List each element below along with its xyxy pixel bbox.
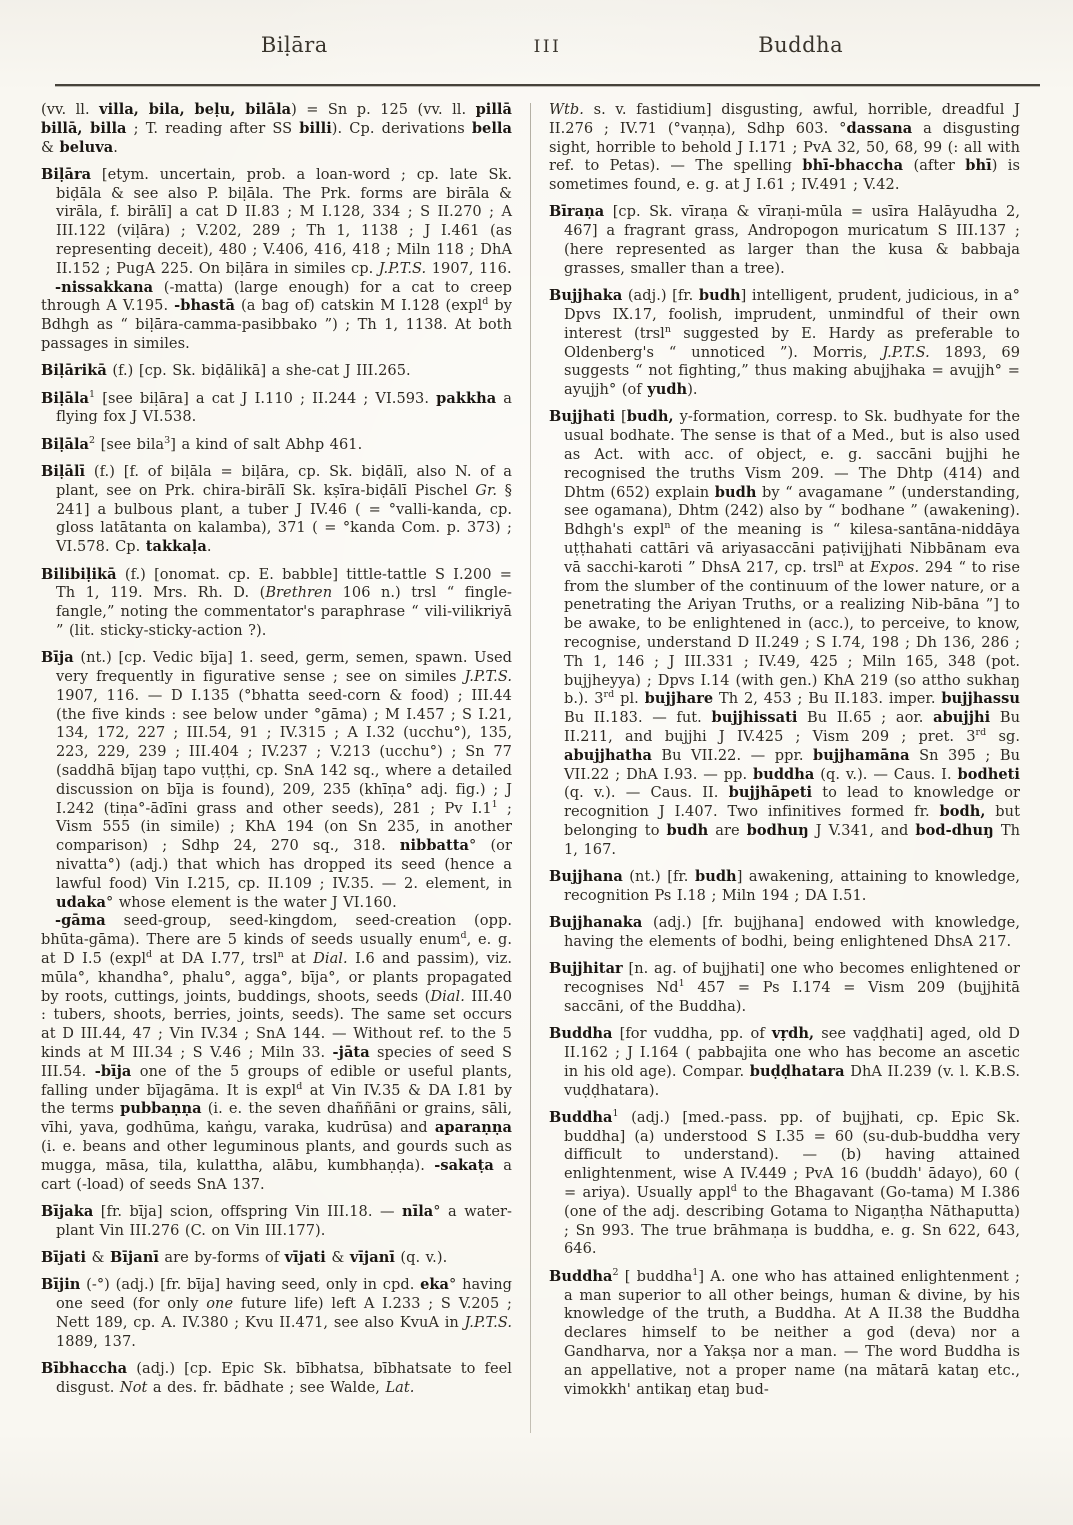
entry-bujjhati xyxy=(549,408,1020,859)
entry-paragraph: Biḷāla$^2$ [see bila$^3$] a kind of salt Abhp 461. xyxy=(41,434,363,453)
entry-birana xyxy=(549,203,1020,278)
entry-bujjhitar xyxy=(549,960,1020,1016)
entry-paragraph: Biḷārikā (f.) [cp. Sk. biḍālikā] a she-cat J III.265. xyxy=(41,362,411,380)
entry-paragraph: Bujjhati [budh, y-formation, corresp. to Sk. budhyate for the usual bodhate. The sense is that of a Med., but is also used as Act. with acc. of object, e. g. saccāni bujjhi he recognised the truths Vism 209. — The Dhtp (414) and Dhtm (652) explain budh by “ avagamane ” (understanding, see ogamana), Dhtm (242) also by “ bodhane ” (awakening). Bdhgh's expl$^n$ of the meaning is “ kilesa-santāna-niddāya uṭṭhahati cattāri vā ariyasaccāni paṭivijjhati Nibbānam eva vā sacchi-karoti ” DhsA 217, cp. trsl$^n$ at Expos. 294 “ to rise from the slumber of the continuum of the lower nature, or a penetrating the Ariyan Truths, or a realizing Nib-bāna ”] to be awake, to be enlightened in (acc.), to perceive, to know, recognise, understand D II.249 ; S I.74, 198 ; Dh 136, 286 ; Th 1, 146 ; J III.331 ; IV.49, 425 ; Miln 165, 348 (pot. bujjheyya) ; Dpvs I.14 (with gen.) KhA 219 (so attho sukhaŋ b.). 3rd pl. bujjhare Th 2, 453 ; Bu II.183. imper. bujjhassu Bu II.183. — fut. bujjhissati Bu II.65 ; aor. abujjhi Bu II.211, and bujjhi J IV.425 ; Vism 209 ; pret. 3rd sg. abujjhatha Bu VII.22. — ppr. bujjhamāna Sn 395 ; Bu VII.22 ; DhA I.93. — pp. buddha (q. v.). — Caus. I. bodheti (q. v.). — Caus. II. bujjhāpeti to lead to knowledge or recognition J I.407. Two infinitives formed fr. bodh, but belonging to budh are bodhuŋ J V.341, and bod-dhuŋ Th 1, 167. xyxy=(549,408,1021,858)
entry-bujjhana xyxy=(549,868,1020,906)
entry-paragraph: Bījin (-°) (adj.) [fr. bīja] having seed, only in cpd. eka° having one seed (for only one future life) left A I.233 ; S V.205 ; Nett 189, cp. A. IV.380 ; Kvu II.471, see also KvuA in J.P.T.S. 1889, 137. xyxy=(41,1276,512,1350)
entry-buddha-old xyxy=(549,1025,1020,1100)
entry-paragraph: -gāma seed-group, seed-kingdom, seed-creation (opp. bhūta-gāma). There are 5 kinds of seeds usually enum$^d$, e. g. at D I.5 (expl$^d$ at DA I.77, trsl$^n$ at Dial. I.6 and passim), viz. mūla°, khandha°, phalu°, agga°, bīja°, or plants propagated by roots, cuttings, joints, buddings, shoots, seeds (Dial. III.40 : tubers, shoots, berries, joints, seeds). The same set occurs at D III.44, 47 ; Vin IV.34 ; SnA 144. — Without ref. to the 5 kinds at M III.34 ; S V.46 ; Miln 33. -jāta species of seed S III.54. -bīja one of the 5 groups of edible or useful plants, falling under bījagāma. It is expl$^d$ at Vin IV.35 & DA I.81 by the terms pubbaṇṇa (i. e. the seven dhaññāni or grains, sāli, vīhi, yava, godhūma, kaṅgu, varaka, kudrūsa) and aparaṇṇa (i. e. beans and other leguminous plants, and gourds such as mugga, māsa, tila, kulattha, alābu, kumbhaṇḍa). -sakaṭa a cart (-load) of seeds SnA 137. xyxy=(41,912,513,1193)
entry-bijati-bijani xyxy=(41,1249,512,1268)
entry-paragraph: Bīraṇa [cp. Sk. vīraṇa & vīraṇi-mūla = usīra Halāyudha 2, 467] a fragrant grass, Andropogon muricatum S III.137 ; (here represented as larger than the kusa & babbaja grasses, smaller than a tree). xyxy=(549,203,1020,277)
text-columns xyxy=(41,101,1040,1507)
entry-bijin xyxy=(41,1276,512,1351)
entry-bilali xyxy=(41,463,512,557)
entry-bijaka xyxy=(41,1203,512,1241)
column-right xyxy=(549,101,1020,1507)
entry-paragraph: Bilibiḷikā (f.) [onomat. cp. E. babble] tittle-tattle S I.200 = Th 1, 119. Mrs. Rh. D. (Brethren 106 n.) trsl “ fingle-fangle,” noting the commentator's paraphrase “ vili-vilikriyā ” (lit. sticky-sticky-action ?). xyxy=(41,565,512,639)
entry-bibhaccha xyxy=(41,1360,512,1398)
header-rule xyxy=(55,84,1040,86)
entry-paragraph: Buddha [for vuddha, pp. of vṛdh, see vaḍḍhati] aged, old D II.162 ; J I.164 ( pabbajita one who has become an ascetic in his old age). Compar. buḍḍhatara DhA II.239 (v. l. K.B.S. vuḍḍhatara). xyxy=(549,1025,1021,1099)
entry-paragraph: (vv. ll. villa, bila, beḷu, bilāla) = Sn p. 125 (vv. ll. pillā billā, billa ; T. reading after SS billi). Cp. derivations bella & beluva. xyxy=(41,101,512,156)
entry-paragraph: Wtb. s. v. fastidium] disgusting, awful, horrible, dreadful J II.276 ; IV.71 (°vaṇṇa), Sdhp 603. °dassana a disgusting sight, horrible to behold J I.171 ; PvA 32, 50, 68, 99 (: all with ref. to Petas). — The spelling bhī-bhaccha (after bhī) is sometimes found, e. g. at J I.61 ; IV.491 ; V.42. xyxy=(549,101,1021,194)
entry-buddha-2 xyxy=(549,1268,1020,1400)
entry-paragraph: Biḷāla$^1$ [see biḷāra] a cat J I.110 ; II.244 ; VI.593. pakkha a flying fox J VI.538. xyxy=(41,388,512,426)
header-keyword-right: Buddha xyxy=(758,33,844,57)
entry-bilala-2 xyxy=(41,436,512,455)
entry-bilarika xyxy=(41,362,512,381)
entry-paragraph: Bīja (nt.) [cp. Vedic bīja] 1. seed, germ, semen, spawn. Used very frequently in figurative sense ; see on similes J.P.T.S. 1907, 116. — D I.135 (°bhatta seed-corn & food) ; III.44 (the five kinds : see below under °gāma) ; M I.457 ; S I.21, 134, 172, 227 ; III.54, 91 ; IV.315 ; A I.32 (ucchu°), 135, 223, 229, 239 ; III.404 ; IV.237 ; V.213 (ucchu°) ; Sn 77 (saddhā bījaŋ tapo vuṭṭhi, cp. SnA 142 sq., where a detailed discussion on bīja is found), 209, 235 (khīṇa° adj. fig.) ; J I.242 (tiṇa°-ādīni grass and other seeds), 281 ; Pv $I.1^1$ ; Vism 555 (in simile) ; KhA 194 (on Sn 235, in another comparison) ; Sdhp 24, 270 sq., 318. nibbatta° (or nivatta°) (adj.) that which has dropped its seed (hence a lawful food) Vin I.215, cp. II.109 ; IV.35. — 2. element, in udaka° whose element is the water J VI.160. xyxy=(41,649,512,911)
entry-paragraph: Bījaka [fr. bīja] scion, offspring Vin III.18. — nīla° a water-plant Vin III.276 (C. on Vin III.177). xyxy=(41,1202,512,1239)
entry-paragraph: Buddha$^1$ (adj.) [med.-pass. pp. of bujjhati, cp. Epic Sk. buddha] (a) understood S I.35 = 60 (su-dub-buddha very difficult to understand). — (b) having attained enlightenment, wise A IV.449 ; PvA 16 (buddh' ādayo), 60 ( = ariya). Usually appl$^d$ to the Bhagavant (Go-tama) M I.386 (one of the adj. describing Gotama to Nigaṇṭha Nāthaputta) ; Sn 993. The true brāhmaṇa is buddha, e. g. Sn 622, 643, 646. xyxy=(549,1108,1020,1258)
entry-paragraph: Biḷāra [etym. uncertain, prob. a loan-word ; cp. late Sk. biḍāla & see also P. biḷāla. The Prk. forms are birāla & virāla, f. birālī] a cat D II.83 ; M I.128, 334 ; S II.270 ; A III.122 (viḷāra) ; V.202, 289 ; Th 1, 1138 ; J I.461 (as representing deceit), 480 ; V.406, 416, 418 ; Miln 118 ; DhA II.152 ; PugA 225. On biḷāra in similes cp. J.P.T.S. 1907, 116. xyxy=(41,165,512,277)
entry-paragraph: Bujjhanaka (adj.) [fr. bujjhana] endowed with knowledge, having the elements of bodhi, being enlightened DhsA 217. xyxy=(549,914,1020,950)
entry-continuation-bibhaccha xyxy=(549,101,1020,195)
entry-buddha-1 xyxy=(549,1109,1020,1259)
entry-bilara xyxy=(41,166,512,354)
entry-paragraph: Buddha$^2$ [ buddha$^1$] A. one who has attained enlightenment ; a man superior to all other beings, human & divine, by his knowledge of the truth, a Buddha. At A II.38 the Buddha declares himself to be neither a god (deva) nor a Gandharva, nor a Yakṣa nor a man. — The word Buddha is an appellative, not a proper name (na mātarā kataŋ etc., vimokkh' antikaŋ etaŋ bud- xyxy=(549,1266,1020,1398)
header-keyword-left: Biḷāra xyxy=(260,33,328,57)
entry-bujjhaka xyxy=(549,287,1020,400)
entry-paragraph: Bījati & Bījanī are by-forms of vījati & vījanī (q. v.). xyxy=(41,1248,448,1266)
entry-paragraph: Bujjhana (nt.) [fr. budh] awakening, attaining to knowledge, recognition Ps I.18 ; Miln 194 ; DA I.51. xyxy=(549,868,1020,904)
entry-continuation-bilala xyxy=(41,101,512,157)
entry-paragraph: Biḷālī (f.) [f. of biḷāla = biḷāra, cp. Sk. biḍālī, also N. of a plant, see on Prk. chira-birālī Sk. kṣīra-biḍālī Pischel Gr. § 241] a bulbous plant, a tuber J IV.46 ( = °valli-kanda, cp. gloss latātanta on kalamba), 371 ( = °kanda Com. p. 373) ; VI.578. Cp. takkaḷa. xyxy=(41,463,512,556)
entry-bilibilika xyxy=(41,566,512,641)
column-divider xyxy=(530,103,531,1433)
entry-bija xyxy=(41,649,512,1194)
entry-paragraph: -nissakkana (-matta) (large enough) for a cat to creep through A V.195. -bhastā (a bag of) catskin M I.128 (expl$^d$ by Bdhgh as “ biḷāra-camma-pasibbako ”) ; Th 1, 1138. At both passages in similes. xyxy=(41,278,512,353)
entry-paragraph: Bujjhitar [n. ag. of bujjhati] one who becomes enlightened or recognises Nd$^1$ 457 = Ps I.174 = Vism 209 (bujjhitā saccāni, of the Buddha). xyxy=(549,960,1020,1015)
entry-bujjhanaka xyxy=(549,914,1020,952)
page-header xyxy=(55,33,1040,57)
entry-paragraph: Bībhaccha (adj.) [cp. Epic Sk. bībhatsa, bībhatsate to feel disgust. Not a des. fr. bādhate ; see Walde, Lat. xyxy=(41,1359,512,1396)
page-number: III xyxy=(533,37,562,57)
column-left xyxy=(41,101,512,1507)
entry-bilala-1 xyxy=(41,390,512,428)
entry-paragraph: Bujjhaka (adj.) [fr. budh] intelligent, prudent, judicious, in a° Dpvs IX.17, foolish, imprudent, unmindful of their own interest (trsl$^n$ suggested by E. Hardy as preferable to Oldenberg's “ unnoticed ”). Morris, J.P.T.S. 1893, 69 suggests “ not fighting,” thus making abujjhaka = avujjh° = ayujjh° (of yudh). xyxy=(549,287,1020,399)
